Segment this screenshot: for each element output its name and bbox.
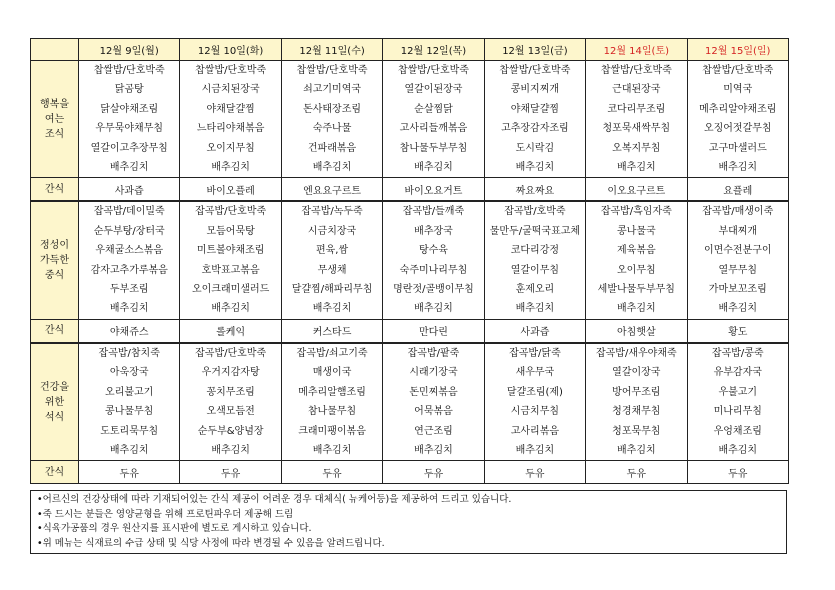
meal-label: 행복을 여는 조식 <box>31 61 79 178</box>
note-line: •죽 드시는 분들은 영양균형을 위해 프로틴파우더 제공해 드림 <box>37 508 294 520</box>
snack-cell: 두유 <box>281 461 382 484</box>
meal-cell <box>79 201 180 319</box>
meal-cell <box>281 61 382 178</box>
meal-cell <box>586 201 687 319</box>
menu-item: 잡곡밥/팥죽 <box>407 347 460 359</box>
menu-item: 쇠고기미역국 <box>303 84 362 96</box>
menu-item: 잡곡밥/매생이죽 <box>702 206 774 218</box>
notes-box <box>30 490 787 554</box>
menu-item: 잡곡밥/들깨죽 <box>402 206 465 218</box>
menu-item: 느타리야채볶음 <box>196 123 265 135</box>
menu-item: 배추김치 <box>109 162 149 174</box>
menu-item: 코다리강정 <box>510 245 560 257</box>
meal-cell <box>383 343 484 461</box>
meal-cell <box>281 201 382 319</box>
menu-item: 미역국 <box>723 84 753 96</box>
menu-item: 열갈이고추장무침 <box>90 142 168 154</box>
menu-item: 근대된장국 <box>612 84 661 96</box>
menu-item: 고사리들깨볶음 <box>399 123 468 135</box>
menu-item: 콩나물무침 <box>105 406 154 418</box>
menu-item: 유부감자국 <box>713 367 762 379</box>
menu-item: 배추김치 <box>414 303 453 315</box>
snack-label: 간식 <box>31 461 79 484</box>
menu-item: 열무무침 <box>718 264 758 276</box>
snack-cell: 바이오요거트 <box>383 178 484 202</box>
menu-item: 배추김치 <box>617 444 656 456</box>
menu-item: 오리불고기 <box>105 386 154 398</box>
weekly-menu-table <box>30 38 789 484</box>
menu-item: 훈제오리 <box>515 284 555 296</box>
menu-item: 야채달걀찜 <box>510 103 560 115</box>
menu-item: 오징어젓갈무침 <box>703 123 772 135</box>
menu-item: 도시락김 <box>515 142 555 154</box>
menu-item: 배추김치 <box>211 162 250 174</box>
day-header-saturday: 12월 14일(토) <box>586 39 687 61</box>
snack-cell: 바이오플레 <box>180 178 281 202</box>
menu-item: 배추김치 <box>515 444 555 456</box>
menu-item: 코다리무조림 <box>607 103 666 115</box>
menu-item: 편육,쌈 <box>315 245 349 257</box>
note-line: •위 메뉴는 식재료의 수급 상태 및 식당 사정에 따라 변경될 수 있음을 알려드립니다. <box>37 537 385 549</box>
menu-item: 열갈이무침 <box>510 264 560 276</box>
menu-item: 잡곡밥/단호박죽 <box>195 347 267 359</box>
snack-row <box>31 461 789 484</box>
menu-item: 미트볼야채조림 <box>196 245 265 257</box>
snack-cell: 두유 <box>586 461 687 484</box>
menu-item: 매생이국 <box>312 367 352 379</box>
meal-row <box>31 201 789 319</box>
menu-item: 고사리볶음 <box>510 425 560 437</box>
menu-item: 배추김치 <box>515 162 555 174</box>
menu-item: 찹쌀밥/단호박죽 <box>702 65 774 76</box>
menu-item: 시금치장국 <box>307 225 357 237</box>
menu-item: 세발나물두부무침 <box>597 284 675 296</box>
day-header: 12월 12일(목) <box>383 39 484 61</box>
menu-item: 찹쌀밥/단호박죽 <box>397 65 469 76</box>
menu-item: 건파래볶음 <box>307 142 357 154</box>
menu-item: 모듬어묵탕 <box>206 225 255 237</box>
menu-item: 닭곰탕 <box>114 84 144 96</box>
menu-item: 열갈이된장국 <box>404 84 463 96</box>
menu-item: 잡곡밥/녹두죽 <box>301 206 363 218</box>
menu-item: 고추장감자조림 <box>501 123 569 135</box>
menu-item: 배추김치 <box>109 303 149 315</box>
menu-item: 메추리알햄조림 <box>298 386 366 398</box>
menu-item: 시금치된장국 <box>201 84 260 96</box>
snack-cell: 두유 <box>79 461 180 484</box>
menu-item: 청경채무침 <box>612 406 661 418</box>
menu-item: 참나물무침 <box>307 406 357 418</box>
menu-item: 우엉채조림 <box>713 425 762 437</box>
menu-item: 잡곡밥/참치죽 <box>98 347 160 359</box>
menu-item: 찹쌀밥/단호박죽 <box>296 65 368 76</box>
menu-item: 찹쌀밥/단호박죽 <box>600 65 672 76</box>
menu-item: 우채굴소스볶음 <box>95 245 164 257</box>
menu-item: 탕수육 <box>418 245 448 257</box>
meal-cell <box>180 343 281 461</box>
meal-cell <box>484 201 585 319</box>
menu-item: 가마보꼬조림 <box>708 284 767 296</box>
day-header: 12월 11일(수) <box>281 39 382 61</box>
menu-item: 순살찜닭 <box>414 103 453 115</box>
snack-row <box>31 319 789 343</box>
menu-item: 시금치무침 <box>510 406 560 418</box>
snack-cell: 야채쥬스 <box>79 319 180 343</box>
menu-item: 배추김치 <box>718 444 758 456</box>
menu-item: 어묵볶음 <box>414 406 453 418</box>
menu-item: 돈사태장조림 <box>303 103 362 115</box>
menu-item: 돈민찌볶음 <box>409 386 458 398</box>
meal-row <box>31 343 789 461</box>
menu-item: 감자고추가루볶음 <box>90 264 168 276</box>
menu-item: 찹쌀밥/단호박죽 <box>195 65 267 76</box>
menu-item: 오이크래미샐러드 <box>191 284 270 296</box>
meal-cell <box>281 343 382 461</box>
menu-item: 새우무국 <box>515 367 555 379</box>
meal-cell <box>484 61 585 178</box>
meal-cell <box>180 201 281 319</box>
snack-label: 간식 <box>31 178 79 202</box>
menu-item: 오색모듬전 <box>206 406 255 418</box>
menu-item: 콩나물국 <box>617 225 656 237</box>
menu-item: 배추김치 <box>312 303 352 315</box>
day-header-sunday: 12월 15일(일) <box>687 39 788 61</box>
menu-item: 배추김치 <box>211 303 250 315</box>
menu-item: 오복지무침 <box>612 142 661 154</box>
meal-cell <box>383 61 484 178</box>
menu-item: 잡곡밥/호박죽 <box>504 206 566 218</box>
snack-cell: 두유 <box>687 461 788 484</box>
snack-cell: 이오요구르트 <box>586 178 687 202</box>
snack-row <box>31 178 789 202</box>
menu-item: 찹쌀밥/단호박죽 <box>93 65 165 76</box>
meal-cell <box>586 343 687 461</box>
menu-item: 이면수전분구이 <box>703 245 772 257</box>
menu-item: 두부조림 <box>109 284 149 296</box>
menu-item: 배추장국 <box>414 225 453 237</box>
snack-cell: 두유 <box>180 461 281 484</box>
menu-item: 아욱장국 <box>109 367 149 379</box>
menu-item: 배추김치 <box>414 444 453 456</box>
menu-item: 참나물두부무침 <box>399 142 468 154</box>
menu-item: 부대찌개 <box>718 225 758 237</box>
menu-item: 배추김치 <box>617 162 656 174</box>
meal-row <box>31 61 789 178</box>
meal-label: 정성이 가득한 중식 <box>31 201 79 319</box>
menu-item: 메추리알야채조림 <box>699 103 777 115</box>
menu-item: 달걀조림(제) <box>506 386 563 398</box>
menu-item: 청포묵새싹무침 <box>602 123 671 135</box>
snack-cell: 두유 <box>383 461 484 484</box>
menu-item: 배추김치 <box>312 444 352 456</box>
menu-item: 배추김치 <box>718 162 758 174</box>
snack-cell: 짜요짜요 <box>484 178 585 202</box>
menu-item: 미나리무침 <box>713 406 762 418</box>
menu-item: 콩비지찌개 <box>510 84 560 96</box>
menu-item: 고구마샐러드 <box>708 142 767 154</box>
snack-cell: 엔요요구르트 <box>281 178 382 202</box>
menu-item: 숙주나물 <box>312 123 352 135</box>
menu-item: 연근조림 <box>414 425 453 437</box>
meal-cell <box>687 61 788 178</box>
menu-item: 우무묵야채무침 <box>95 123 164 135</box>
menu-item: 잡곡밥/콩죽 <box>711 347 764 359</box>
menu-item: 잡곡밥/새우야채죽 <box>595 347 677 359</box>
menu-item: 꽁치무조림 <box>206 386 255 398</box>
snack-cell: 황도 <box>687 319 788 343</box>
menu-item: 우거지감자탕 <box>201 367 260 379</box>
snack-cell: 만다린 <box>383 319 484 343</box>
meal-cell <box>687 343 788 461</box>
menu-body <box>31 61 789 484</box>
menu-item: 잡곡밥/쇠고기죽 <box>296 347 368 359</box>
menu-item: 잡곡밥/데이밀죽 <box>93 206 165 218</box>
menu-item: 오이지무침 <box>206 142 255 154</box>
menu-item: 크래미팽이볶음 <box>298 425 366 437</box>
note-line: •어르신의 건강상태에 따라 기재되어있는 간식 제공이 어려운 경우 대체식( 뉴케어등)을 제공하여 드리고 있습니다. <box>37 494 512 505</box>
note-line: •식육가공품의 경우 원산지를 표시판에 별도로 게시하고 있습니다. <box>37 523 312 534</box>
day-header: 12월 9일(월) <box>79 39 180 61</box>
menu-item: 호박표고볶음 <box>201 264 260 276</box>
menu-item: 숙주미나리무침 <box>399 264 468 276</box>
meal-cell <box>586 61 687 178</box>
menu-item: 시래기장국 <box>409 367 458 379</box>
menu-item: 물만두/굴떡국표고체 <box>489 225 581 237</box>
meal-cell <box>484 343 585 461</box>
menu-item: 잡곡밥/단호박죽 <box>195 206 267 218</box>
menu-item: 도토리묵무침 <box>100 425 159 437</box>
menu-item: 배추김치 <box>211 444 250 456</box>
menu-item: 배추김치 <box>312 162 352 174</box>
menu-item: 잡곡밥/흑임자죽 <box>600 206 672 218</box>
day-header: 12월 13일(금) <box>484 39 585 61</box>
menu-item: 무생채 <box>317 264 347 276</box>
menu-item: 우불고기 <box>718 386 758 398</box>
corner-cell <box>31 39 79 61</box>
snack-cell: 사과즙 <box>484 319 585 343</box>
day-header: 12월 10일(화) <box>180 39 281 61</box>
meal-cell <box>79 343 180 461</box>
meal-cell <box>79 61 180 178</box>
menu-item: 배추김치 <box>414 162 453 174</box>
snack-cell: 아침햇살 <box>586 319 687 343</box>
menu-item: 청포묵무침 <box>612 425 661 437</box>
meal-cell <box>383 201 484 319</box>
menu-item: 명란젓/골뱅이무침 <box>393 284 474 296</box>
snack-label: 간식 <box>31 319 79 343</box>
menu-item: 방어무조림 <box>612 386 661 398</box>
menu-item: 열갈이장국 <box>612 367 661 379</box>
menu-item: 배추김치 <box>515 303 555 315</box>
menu-item: 야채달걀찜 <box>206 103 255 115</box>
menu-item: 오이무침 <box>617 264 656 276</box>
meal-cell <box>180 61 281 178</box>
meal-label: 건강을 위한 석식 <box>31 343 79 461</box>
menu-item: 순두부탕/장터국 <box>93 225 165 237</box>
menu-item: 순두부&양념장 <box>197 425 264 437</box>
menu-item: 닭살야채조림 <box>100 103 159 115</box>
snack-cell: 롤케익 <box>180 319 281 343</box>
snack-cell: 두유 <box>484 461 585 484</box>
menu-item: 배추김치 <box>617 303 656 315</box>
menu-item: 배추김치 <box>109 444 149 456</box>
menu-item: 배추김치 <box>718 303 758 315</box>
day-header-row <box>31 39 789 61</box>
menu-item: 달걀찜/해파리무침 <box>291 284 373 296</box>
meal-cell <box>687 201 788 319</box>
menu-item: 잡곡밥/닭죽 <box>509 347 561 359</box>
snack-cell: 사과즙 <box>79 178 180 202</box>
menu-item: 찹쌀밥/단호박죽 <box>499 65 571 76</box>
snack-cell: 요플레 <box>687 178 788 202</box>
snack-cell: 커스타드 <box>281 319 382 343</box>
menu-item: 제육볶음 <box>617 245 656 257</box>
